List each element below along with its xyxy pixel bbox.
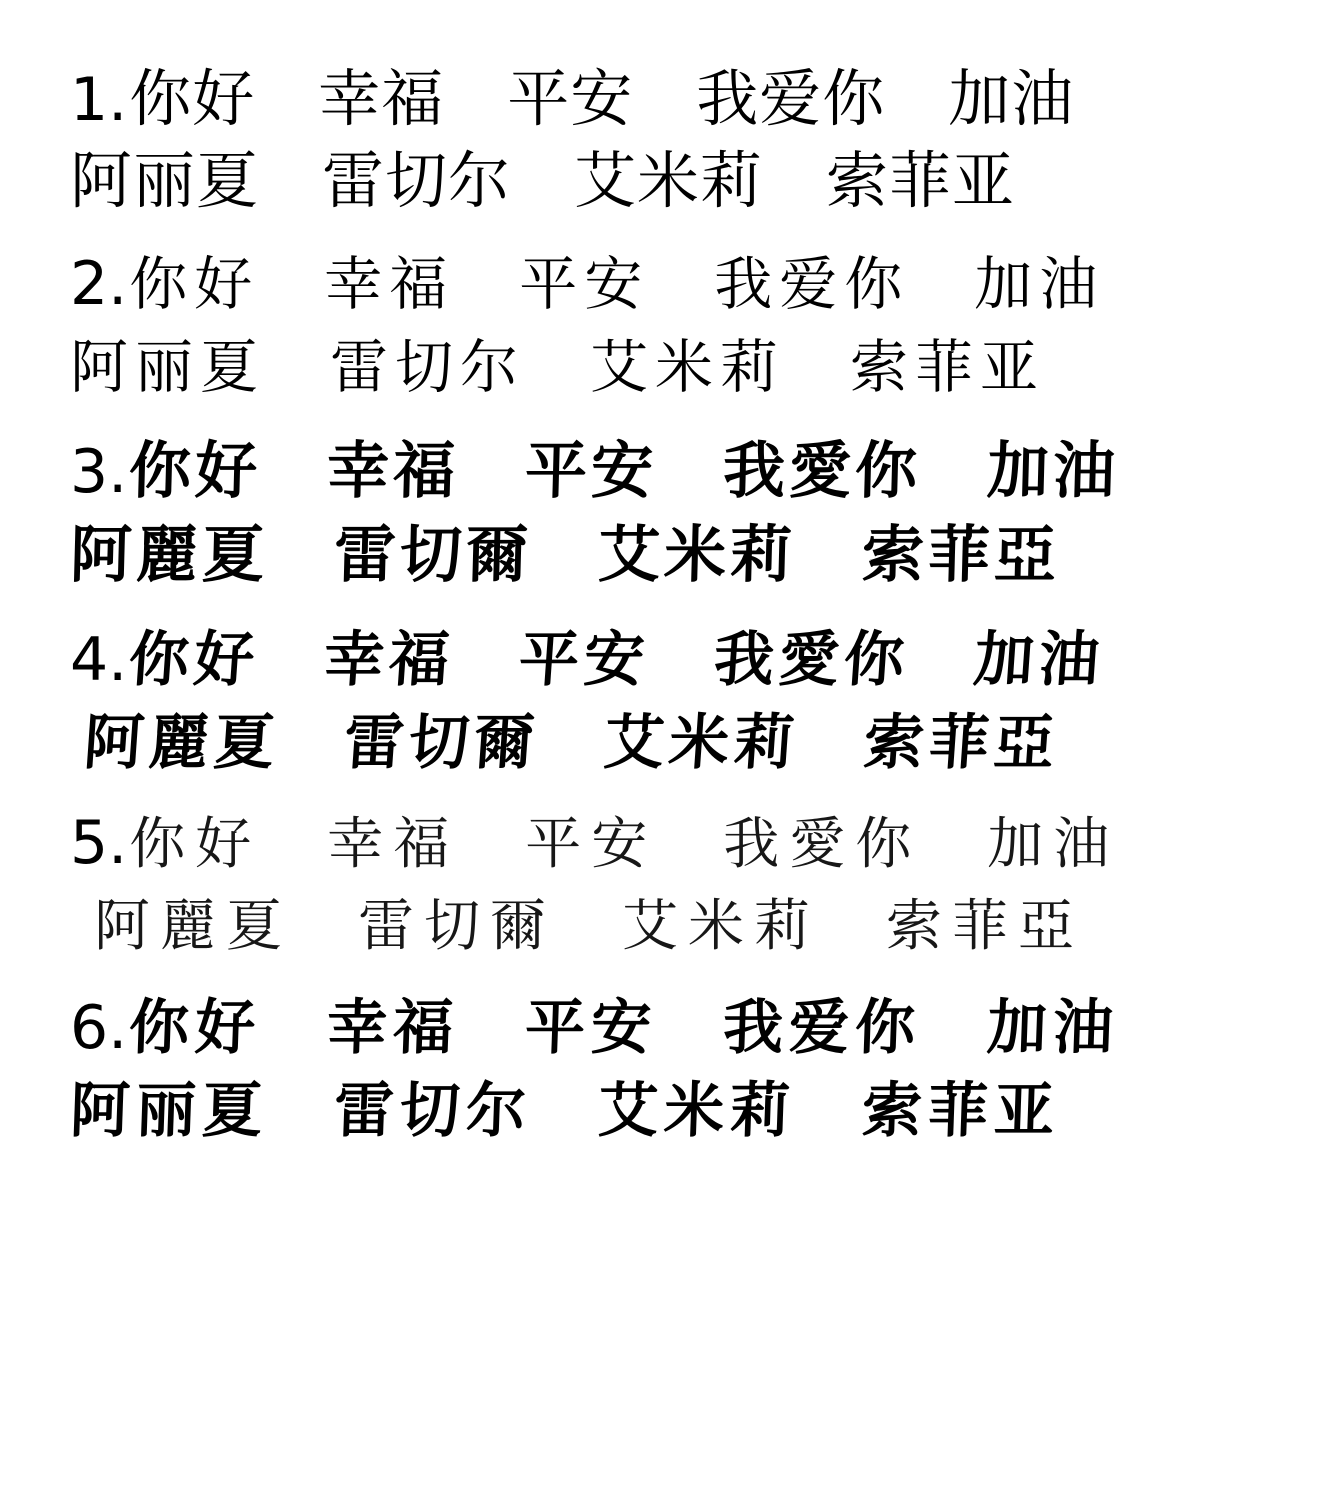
font-sample-3 [70,432,1256,594]
font-sample-1-text-line-2: 阿丽夏 雷切尔 艾米莉 索菲亚 [70,144,1016,218]
font-sample-2-line-1 [70,248,1256,321]
font-sample-1 [70,60,1256,220]
font-sample-6 [70,991,1256,1150]
font-sample-5-line-1 [70,807,1256,881]
font-sample-3-text-line-2: 阿麗夏 雷切爾 艾米莉 索菲亞 [69,518,1061,592]
font-sample-2 [70,248,1256,404]
font-sample-6-number: 6. [70,992,128,1063]
font-sample-3-text-line-1: 你好 幸福 平安 我愛你 加油 [128,434,1121,508]
font-sample-6-line-1 [70,991,1256,1067]
font-sample-3-line-1 [70,432,1256,510]
font-sample-4-text-line-2: 阿麗夏 雷切爾 艾米莉 索菲亞 [81,708,1062,779]
font-sample-2-text-line-2: 阿丽夏 雷切尔 艾米莉 索菲亚 [70,333,1046,402]
font-sample-1-line-1 [70,60,1256,138]
font-sample-5-text-line-2: 阿麗夏 雷切爾 艾米莉 索菲亞 [94,894,1084,960]
font-sample-5 [70,807,1256,963]
font-sample-4-number: 4. [70,624,128,695]
font-sample-5-text-line-1: 你好 幸福 平安 我愛你 加油 [129,811,1120,877]
font-sample-6-text-line-2: 阿丽夏 雷切尔 艾米莉 索菲亚 [68,1076,1062,1147]
font-sample-1-text-line-1: 你好 幸福 平安 我爱你 加油 [129,62,1075,135]
font-sample-1-number: 1. [70,65,128,135]
font-sample-4-line-1 [70,623,1256,699]
font-sample-2-text-line-1: 你好 幸福 平安 我爱你 加油 [129,250,1105,319]
font-sample-2-number: 2. [70,249,128,320]
font-sample-4-text-line-1: 你好 幸福 平安 我愛你 加油 [126,624,1107,695]
font-sample-6-text-line-1: 你好 幸福 平安 我爱你 加油 [128,992,1121,1063]
font-sample-5-number: 5. [70,807,128,878]
font-sample-4 [70,623,1256,782]
font-sample-3-number: 3. [70,437,128,508]
